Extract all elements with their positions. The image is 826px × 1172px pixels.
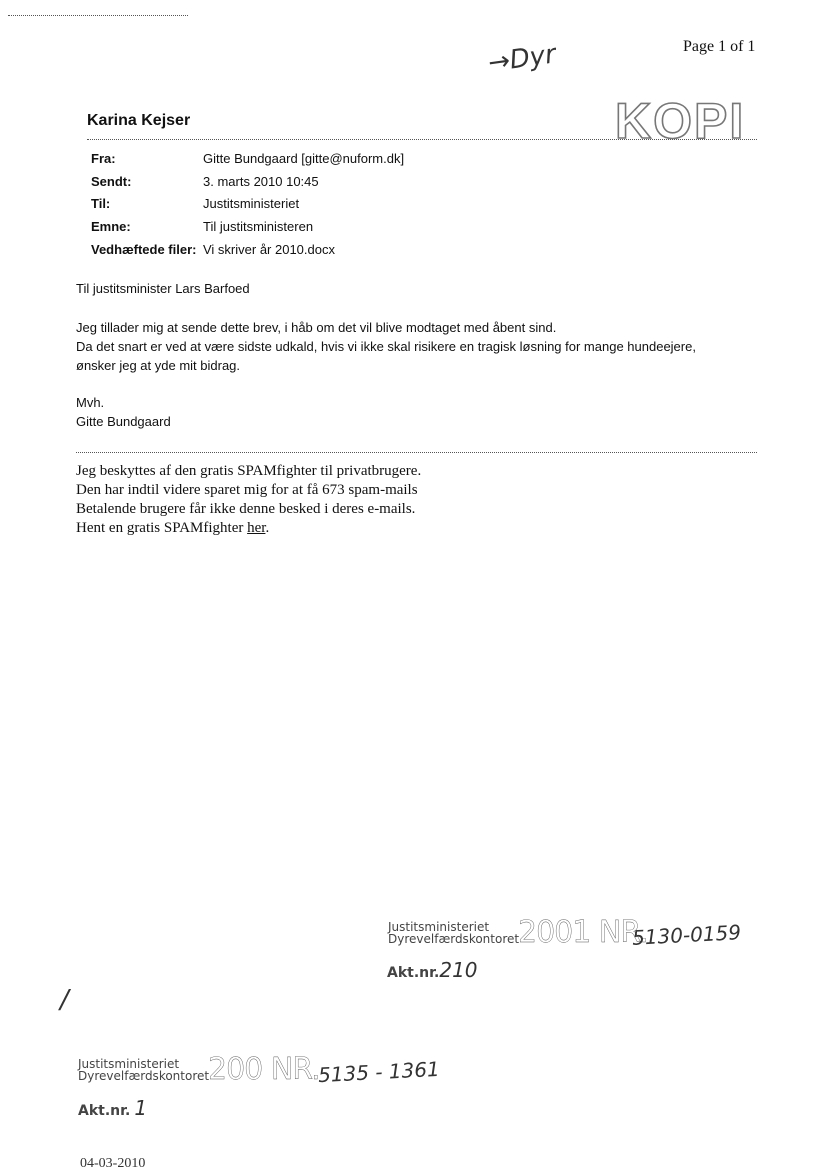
header-value: Justitsministeriet [203, 196, 300, 211]
message-body [76, 318, 696, 375]
body-line: ønsker jeg at yde mit bidrag. [76, 358, 241, 373]
top-dotted-line [8, 15, 188, 16]
header-label: Emne: [91, 219, 131, 234]
stamp2-year: 200 [208, 1052, 263, 1087]
header-row-from [91, 151, 404, 166]
stamp2-akt-number: 1 [134, 1096, 148, 1120]
stamp1-org-line: Justitsministeriet [388, 920, 490, 934]
stamp1-org-line: Dyrevelfærdskontoret [388, 932, 520, 946]
stamp2-organization [78, 1058, 209, 1082]
header-row-to [91, 196, 299, 211]
header-value: 3. marts 2010 10:45 [203, 174, 319, 189]
spam-line: Betalende brugere får ikke denne besked i deres e-mails. [76, 501, 416, 517]
header-value: Gitte Bundgaard [gitte@nuform.dk] [203, 151, 405, 166]
stamp2-akt-label: Akt.nr. [78, 1103, 131, 1119]
page-number: Page 1 of 1 [683, 38, 756, 55]
salutation: Til justitsminister Lars Barfoed [76, 281, 250, 296]
header-label: Vedhæftede filer: [91, 242, 197, 257]
stamp2-org-line: Dyrevelfærdskontoret [78, 1069, 210, 1083]
stamp1-organization [388, 921, 519, 945]
header-label: Sendt: [91, 174, 132, 189]
stamp1-akt [387, 958, 478, 982]
footer-divider [76, 452, 757, 453]
spam-line-prefix: Hent en gratis SPAMfighter [76, 520, 248, 536]
signature [76, 393, 171, 431]
spamfighter-link[interactable]: her [247, 520, 266, 536]
header-label: Fra: [91, 151, 116, 166]
header-row-attachments [91, 242, 335, 257]
spam-line: Den har indtil videre sparet mig for at få 673 spam-mails [76, 482, 418, 498]
spam-line-suffix: . [265, 520, 270, 536]
signature-line: Gitte Bundgaard [76, 414, 171, 429]
body-line: Da det snart er ved at være sidste udkald, hvis vi ikke skal risikere en tragisk løsning for mange hundeejere, [76, 339, 696, 354]
header-label: Til: [91, 196, 111, 211]
stamp1-number [518, 915, 648, 950]
kopi-stamp: KOPI [615, 93, 746, 149]
stamp1-nr-label: NR. [598, 915, 648, 950]
stamp1-akt-label: Akt.nr. [387, 965, 440, 981]
header-row-sent [91, 174, 319, 189]
stamp1-akt-number: 210 [439, 958, 478, 982]
stamp2-akt [78, 1096, 147, 1120]
body-line: Jeg tillader mig at sende dette brev, i håb om det vil blive modtaget med åbent sind. [76, 320, 557, 335]
stamp2-nr-label: NR. [270, 1052, 320, 1087]
header-divider [87, 139, 757, 140]
handwritten-slash: / [60, 985, 69, 1015]
attachment-link[interactable]: Vi skriver år 2010.docx [203, 242, 335, 257]
header-row-subject [91, 219, 313, 234]
stamp2-case-number: 5135 - 1361 [317, 1056, 441, 1088]
stamp2-org-line: Justitsministeriet [78, 1057, 180, 1071]
spam-line: Jeg beskyttes af den gratis SPAMfighter til privatbrugere. [76, 463, 422, 479]
sender-name: Karina Kejser [87, 112, 191, 129]
stamp2-number [208, 1052, 320, 1087]
spam-line-last [76, 519, 421, 538]
stamp1-year: 2001 [518, 915, 591, 950]
signature-line: Mvh. [76, 395, 105, 410]
handwritten-note: →Dyr [486, 39, 558, 79]
received-date: 04-03-2010 [80, 1156, 146, 1171]
stamp1-case-number: 5130-0159 [631, 920, 742, 950]
spamfighter-footer [76, 462, 421, 538]
header-value: Til justitsministeren [203, 219, 314, 234]
